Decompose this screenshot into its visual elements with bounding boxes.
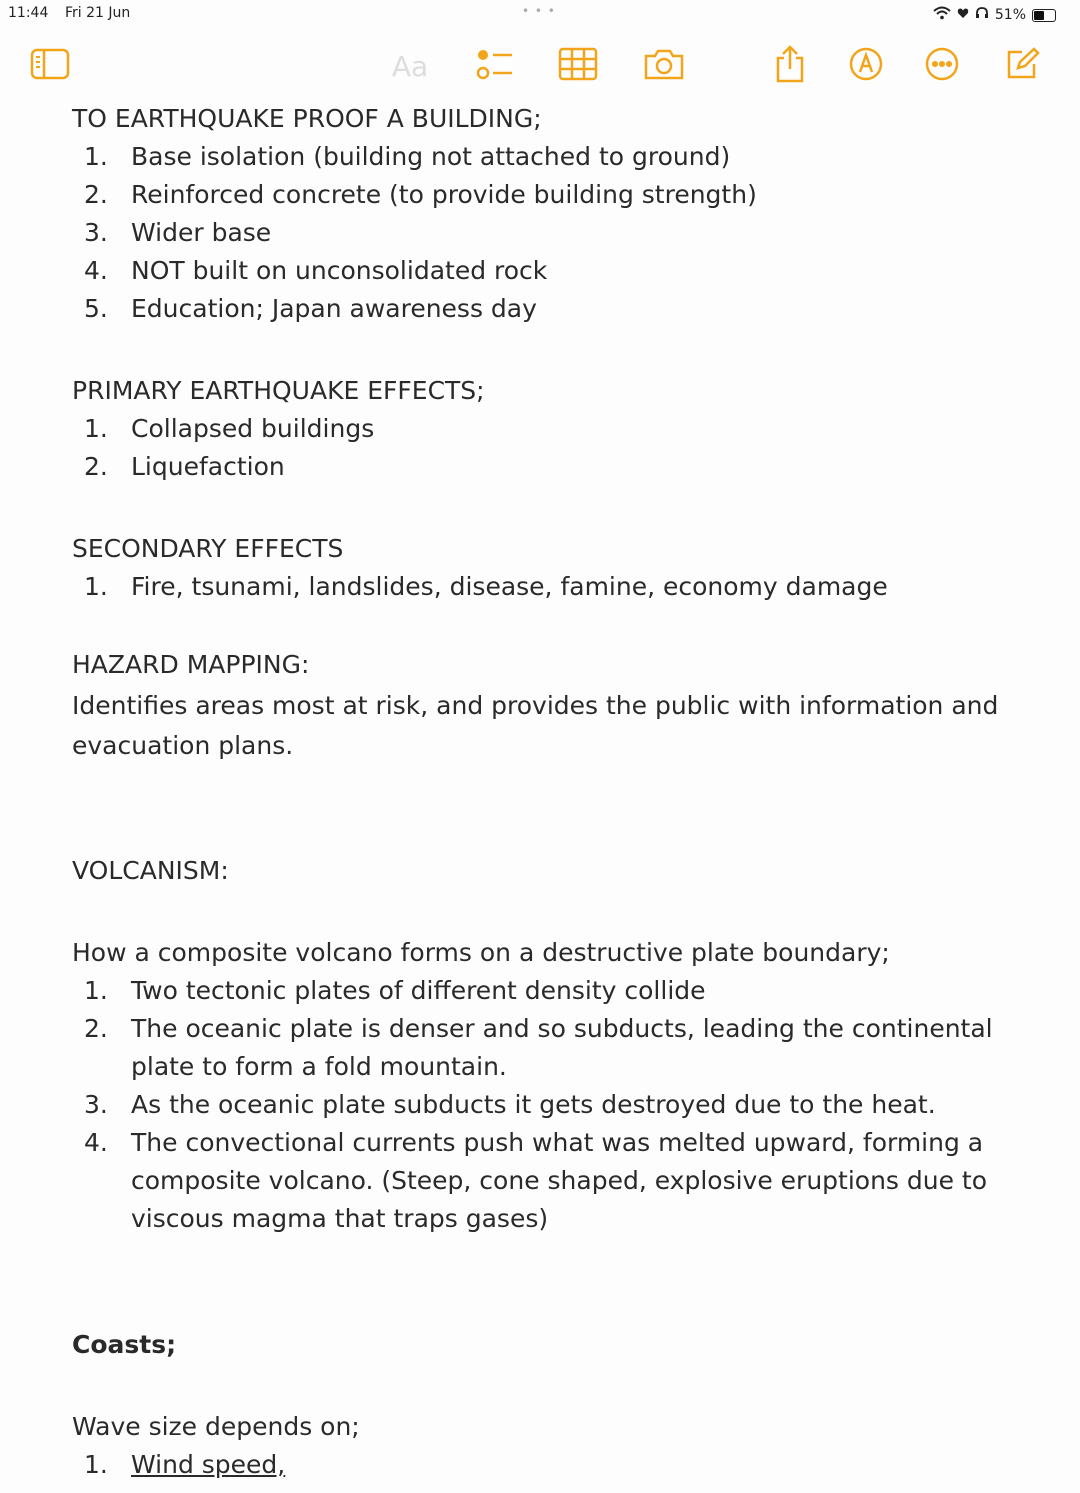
list-number: 4. <box>84 256 108 285</box>
battery-fill <box>1034 11 1044 20</box>
table-icon <box>558 47 598 85</box>
list-text: Two tectonic plates of different density collide <box>131 976 706 1005</box>
list-number: 2. <box>84 452 108 481</box>
list-number: 4. <box>84 1128 108 1157</box>
sidebar-toggle-button[interactable] <box>28 44 72 88</box>
more-button[interactable] <box>920 44 964 88</box>
list-item <box>84 568 1022 606</box>
list-text: Wind speed, <box>131 1450 286 1479</box>
wave-size-list <box>72 1446 1022 1484</box>
table-button[interactable] <box>556 44 600 88</box>
list-item <box>84 290 1022 328</box>
camera-button[interactable] <box>642 44 686 88</box>
list-text: Education; Japan awareness day <box>131 294 537 323</box>
list-item <box>84 1010 1022 1086</box>
section-heading-coasts: Coasts; <box>72 1330 177 1359</box>
list-text: NOT built on unconsolidated rock <box>131 256 548 285</box>
list-number: 2. <box>84 1014 108 1043</box>
composite-volcano-list <box>72 972 1022 1238</box>
more-icon <box>924 46 960 86</box>
list-text: Reinforced concrete (to provide building strength) <box>131 180 757 209</box>
list-number: 3. <box>84 218 108 247</box>
status-right <box>933 6 1056 24</box>
checklist-icon <box>474 46 514 86</box>
share-icon <box>774 44 806 88</box>
heart-icon <box>957 7 969 23</box>
list-number: 5. <box>84 294 108 323</box>
hazard-mapping-body: Identifies areas most at risk, and provides the public with information and evacuation plans. <box>72 691 999 760</box>
list-number: 1. <box>84 414 108 443</box>
section-heading-earthquake-proof: TO EARTHQUAKE PROOF A BUILDING; <box>72 104 542 133</box>
sidebar-icon <box>30 48 70 84</box>
list-text: Base isolation (building not attached to ground) <box>131 142 731 171</box>
list-number: 3. <box>84 1090 108 1119</box>
status-time: 11:44 <box>8 5 49 21</box>
compose-icon <box>1004 46 1040 86</box>
list-item <box>84 176 1022 214</box>
list-text: As the oceanic plate subducts it gets destroyed due to the heat. <box>131 1090 936 1119</box>
section-heading-volcanism: VOLCANISM: <box>72 856 229 885</box>
multitasking-dots[interactable]: • • • <box>522 4 556 18</box>
section-heading-secondary-effects: SECONDARY EFFECTS <box>72 534 344 563</box>
list-item <box>84 410 1022 448</box>
list-text: The oceanic plate is denser and so subducts, leading the continental plate to form a fold mountain. <box>131 1014 993 1081</box>
battery-icon <box>1032 9 1056 22</box>
share-button[interactable] <box>768 44 812 88</box>
list-number: 1. <box>84 1450 108 1479</box>
list-text: Fire, tsunami, landslides, disease, famine, economy damage <box>131 572 888 601</box>
section-heading-primary-effects: PRIMARY EARTHQUAKE EFFECTS; <box>72 376 485 405</box>
list-text: Wider base <box>131 218 272 247</box>
list-item <box>84 1124 1022 1238</box>
list-item <box>84 138 1022 176</box>
list-item <box>84 1086 1022 1124</box>
format-button[interactable]: Aa <box>391 49 429 83</box>
battery-percent: 51% <box>994 7 1026 23</box>
checklist-button[interactable] <box>472 44 516 88</box>
section-heading-wave-size: Wave size depends on; <box>72 1412 360 1441</box>
list-text: Liquefaction <box>131 452 285 481</box>
compose-button[interactable] <box>1000 44 1044 88</box>
headphones-icon <box>975 6 989 24</box>
camera-icon <box>643 47 685 85</box>
section-heading-hazard-mapping: HAZARD MAPPING: <box>72 650 310 679</box>
status-bar <box>0 0 1080 30</box>
list-number: 1. <box>84 976 108 1005</box>
list-item <box>84 972 1022 1010</box>
status-date: Fri 21 Jun <box>65 5 131 21</box>
earthquake-proof-list <box>72 138 1022 328</box>
primary-effects-list <box>72 410 1022 486</box>
list-item <box>84 448 1022 486</box>
list-number: 2. <box>84 180 108 209</box>
markup-icon <box>848 46 884 86</box>
list-text: The convectional currents push what was melted upward, forming a composite volcano. (Steep, cone shaped, explosive eruptions due to viscous magma that traps gases) <box>131 1128 988 1233</box>
markup-button[interactable] <box>844 44 888 88</box>
wifi-icon <box>933 6 951 24</box>
note-body[interactable] <box>72 100 1022 1484</box>
list-item <box>84 252 1022 290</box>
list-item <box>84 1446 1022 1484</box>
secondary-effects-list <box>72 568 1022 606</box>
list-number: 1. <box>84 572 108 601</box>
list-text: Collapsed buildings <box>131 414 375 443</box>
list-number: 1. <box>84 142 108 171</box>
list-item <box>84 214 1022 252</box>
notes-toolbar <box>0 44 1080 92</box>
section-heading-composite-volcano: How a composite volcano forms on a destructive plate boundary; <box>72 938 890 967</box>
